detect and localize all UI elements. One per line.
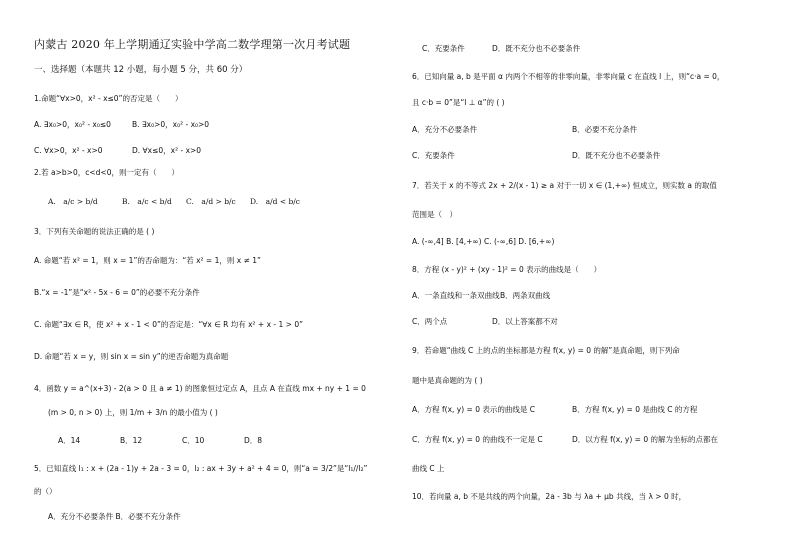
q4-option-b: B．12 <box>120 436 143 445</box>
q1-option-c: C. ∀x>0，x² - x>0 <box>34 146 103 155</box>
q6-stem-line2: 且 c·b = 0”是“l ⊥ α”的 ( ) <box>412 98 505 107</box>
q1-stem: 1.命题“∀x>0，x² - x≤0”的否定是（ ） <box>34 94 183 103</box>
q4-stem-line2: (m > 0, n > 0) 上，则 1/m + 3/n 的最小值为 ( ) <box>48 408 218 417</box>
q9-option-a: A．方程 f(x, y) = 0 表示的曲线是 C <box>412 405 535 414</box>
q3-option-a: A. 命题“若 x² = 1，则 x = 1”的否命题为：“若 x² = 1，则 x ≠ 1” <box>34 256 261 265</box>
q5-option-c: C．充要条件 <box>422 44 465 53</box>
q3-option-b: B.“x = -1”是“x² - 5x - 6 = 0”的必要不充分条件 <box>34 288 200 297</box>
q4-option-d: D．8 <box>244 436 263 445</box>
q3-option-c: C. 命题“∃x ∈ R，使 x² + x - 1 < 0”的否定是：“∀x ∈ R 均有 x² + x - 1 > 0” <box>34 320 303 329</box>
page-title: 内蒙古 2020 年上学期通辽实验中学高二数学理第一次月考试题 <box>34 38 351 51</box>
q9-option-d: D．以方程 f(x, y) = 0 的解为坐标的点都在 <box>572 435 719 444</box>
q8-stem: 8．方程 (x - y)² + (xy - 1)² = 0 表示的曲线是（ ） <box>412 265 602 274</box>
q9-stem-line1: 9．若命题“曲线 C 上的点的坐标都是方程 f(x, y) = 0 的解”是真命题，则下列命 <box>412 346 680 355</box>
q7-stem-line2: 范围是（ ） <box>412 210 457 219</box>
q8-option-b: B．两条双曲线 <box>500 291 551 300</box>
right-column <box>412 0 777 560</box>
q6-option-a: A．充分不必要条件 <box>412 125 478 134</box>
q3-stem: 3．下列有关命题的说法正确的是 ( ) <box>34 227 155 236</box>
q10-stem: 10．若向量 a, b 不是共线的两个向量，2a - 3b 与 λa + μb 共线，当 λ > 0 时， <box>412 492 687 501</box>
q9-option-b: B．方程 f(x, y) = 0 是曲线 C 的方程 <box>572 405 698 414</box>
q3-option-d: D. 命题“若 x = y，则 sin x = sin y”的逆否命题为真命题 <box>34 352 229 361</box>
q2-stem: 2.若 a>b>0，c<d<0，则一定有（ ） <box>34 168 179 177</box>
section-heading: 一、选择题（本题共 12 小题，每小题 5 分，共 60 分） <box>34 65 248 75</box>
q5-option-ab: A．充分不必要条件 B．必要不充分条件 <box>48 512 181 521</box>
q2-option-c: C. a/d > b/c <box>186 197 236 206</box>
q1-option-b: B. ∃x₀>0，x₀² - x₀>0 <box>132 120 210 129</box>
q6-option-c: C．充要条件 <box>412 151 455 160</box>
q6-stem-line1: 6．已知向量 a, b 是平面 α 内两个不相等的非零向量，非零向量 c 在直线 l 上，则“c·a = 0， <box>412 72 725 81</box>
q6-option-d: D．既不充分也不必要条件 <box>572 151 661 160</box>
q5-stem-line2: 的（） <box>34 487 57 496</box>
q9-stem-line2: 题中是真命题的为 ( ) <box>412 376 483 385</box>
q9-option-c: C．方程 f(x, y) = 0 的曲线不一定是 C <box>412 435 543 444</box>
left-column <box>34 0 394 560</box>
q5-stem-line1: 5．已知直线 l₁ : x + (2a - 1)y + 2a - 3 = 0，l₂ : ax + 3y + a² + 4 = 0，则“a = 3/2”是“l₁//l₂” <box>34 464 368 473</box>
q4-option-c: C．10 <box>182 436 205 445</box>
q8-option-a: A．一条直线和一条双曲线 <box>412 291 500 300</box>
q2-option-b: B. a/c < b/d <box>122 197 172 206</box>
q4-stem-line1: 4．函数 y = a^(x+3) - 2(a > 0 且 a ≠ 1) 的图象恒过定点 A，且点 A 在直线 mx + ny + 1 = 0 <box>34 384 366 393</box>
q7-options: A. (-∞,4] B. [4,+∞) C. (-∞,6] D. [6,+∞) <box>412 237 555 246</box>
q2-option-d: D. a/d < b/c <box>250 197 301 206</box>
q5-option-d: D．既不充分也不必要条件 <box>492 44 581 53</box>
q7-stem-line1: 7．若关于 x 的不等式 2x + 2/(x - 1) ≥ a 对于一切 x ∈ (1,+∞) 恒成立，则实数 a 的取值 <box>412 181 717 190</box>
q2-option-a: A. a/c > b/d <box>48 197 98 206</box>
q9-option-d-continued: 曲线 C 上 <box>412 464 445 473</box>
q8-option-d: D．以上答案都不对 <box>492 317 558 326</box>
q1-option-a: A. ∃x₀>0，x₀² - x₀≤0 <box>34 120 111 129</box>
q1-option-d: D. ∀x≤0，x² - x>0 <box>132 146 202 155</box>
q4-option-a: A．14 <box>58 436 81 445</box>
q6-option-b: B．必要不充分条件 <box>572 125 638 134</box>
q8-option-c: C．两个点 <box>412 317 448 326</box>
